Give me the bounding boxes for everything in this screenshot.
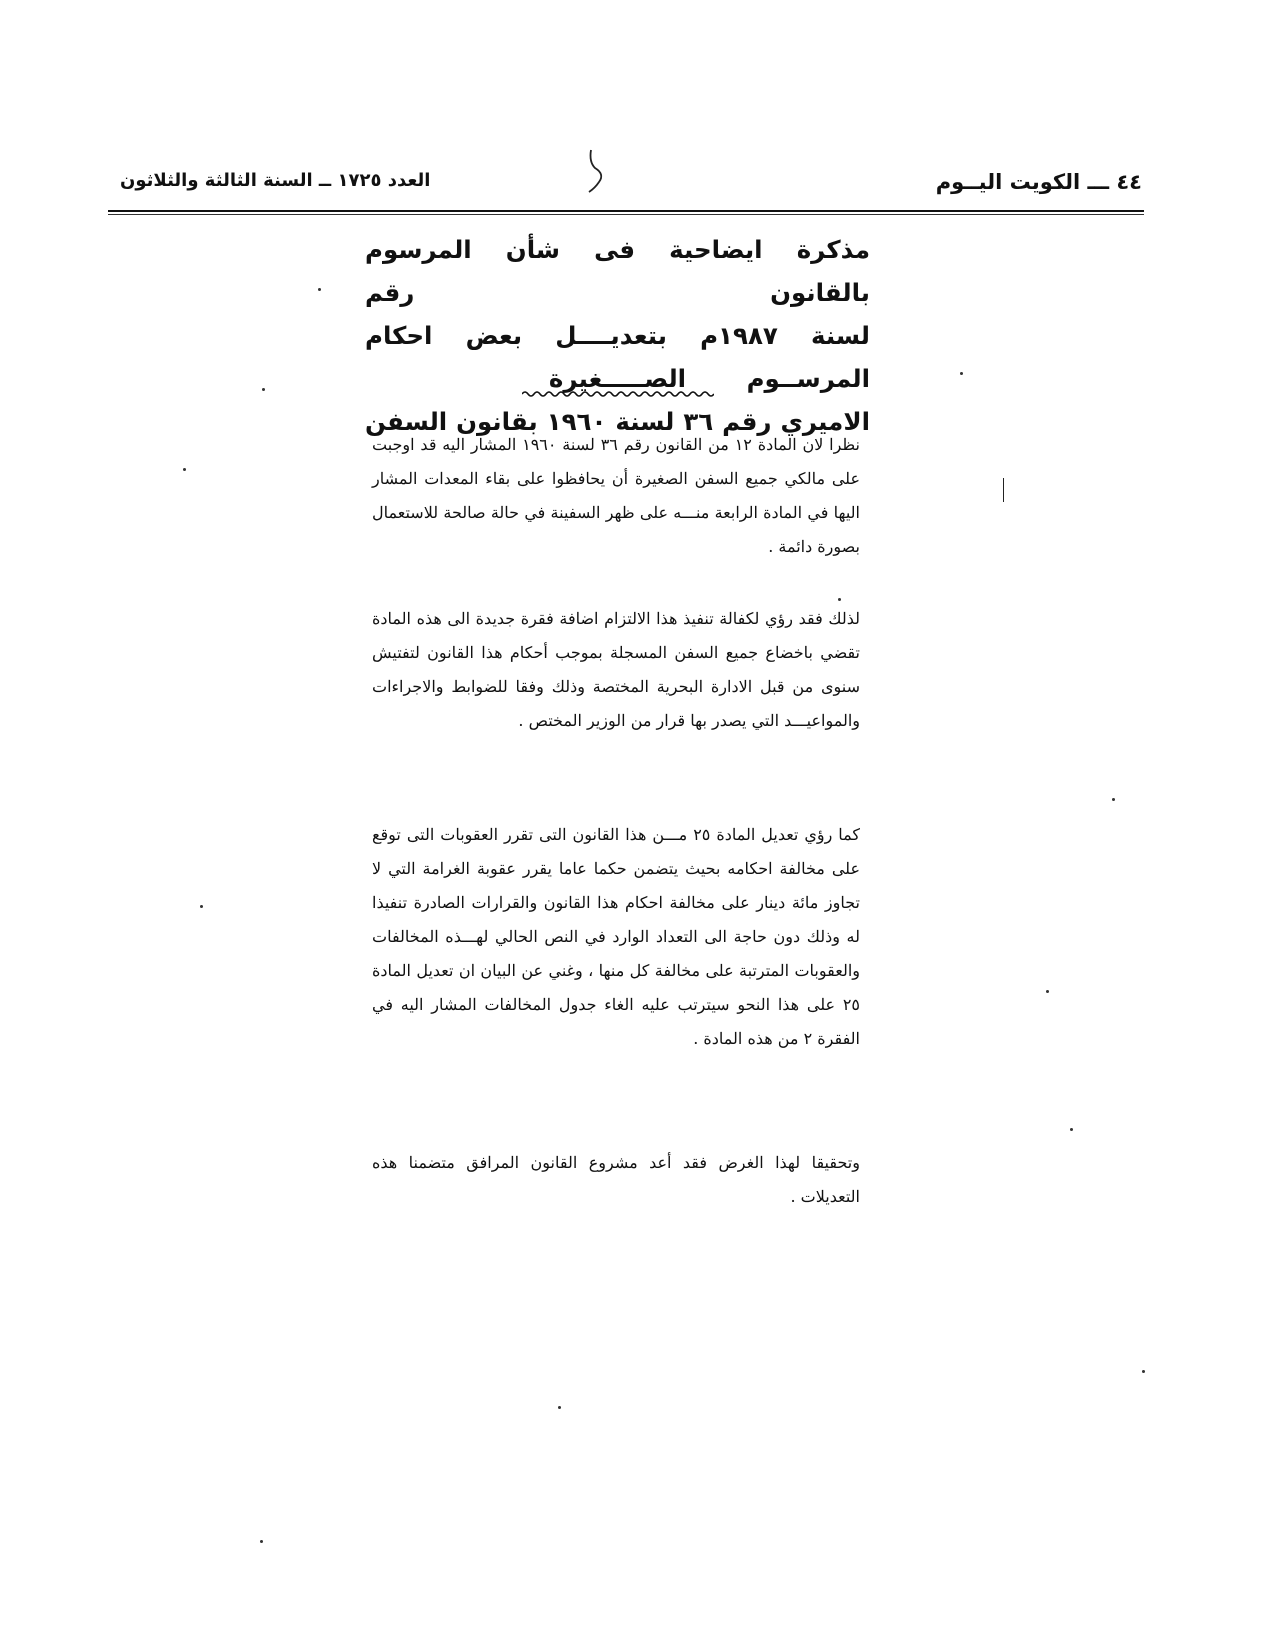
scan-speck xyxy=(318,288,321,291)
memo-paragraph: وتحقيقا لهذا الغرض فقد أعد مشروع القانون المرافق متضمنا هذه التعديلات . xyxy=(372,1153,860,1206)
scan-speck xyxy=(262,388,265,391)
scan-speck xyxy=(558,1406,561,1409)
memo-title xyxy=(365,228,870,443)
memo-title-line: الصـــــغيرة xyxy=(548,364,687,393)
scan-speck xyxy=(838,598,841,601)
scan-speck xyxy=(1070,1128,1073,1131)
memo-paragraph: كما رؤي تعديل المادة ٢٥ مـــن هذا القانون التى تقرر العقوبات التى توقع على مخالفة احكامه بحيث يتضمن حكما عاما يقرر عقوبة الغرامة التي لا تجاوز مائة دينار على مخالفة احكام هذا القانون والقرارات الصادرة تنفيذا له وذلك دون حاجة الى التعداد الوارد في النص الحالي لهـــذه المخالفات والعقوبات المترتبة على مخالفة كل منها ، وغني عن البيان ان تعديل المادة ٢٥ على هذا النحو سيترتب عليه الغاء جدول المخالفات المشار اليه في الفقرة ٢ من هذه المادة . xyxy=(372,825,861,1048)
issue-info: العدد ١٧٢٥ ــ السنة الثالثة والثلاثون xyxy=(120,170,431,191)
scan-speck xyxy=(200,905,203,908)
header-divider-thin xyxy=(108,214,1144,215)
handwritten-mark xyxy=(585,148,611,200)
memo-title-line: الاميري رقم ٣٦ لسنة ١٩٦٠ بقانون السفن xyxy=(365,407,870,436)
scan-speck xyxy=(1112,798,1115,801)
memo-paragraph: لذلك فقد رؤي لكفالة تنفيذ هذا الالتزام اضافة فقرة جديدة الى هذه المادة تقضي باخضاع جميع السفن المسجلة بموجب أحكام هذا القانون لتفتيش سنوى من قبل الادارة البحرية المختصة وذلك وفقا للضوابط والاجراءات والمواعيـــد التي يصدر بها قرار من الوزير المختص . xyxy=(372,609,861,730)
memo-paragraph: نظرا لان المادة ١٢ من القانون رقم ٣٦ لسنة ١٩٦٠ المشار اليه قد اوجبت على مالكي جميع السفن الصغيرة أن يحافظوا على بقاء المعدات المشار اليها في المادة الرابعة منـــه على ظهر السفينة في حالة صالحة للاستعمال بصورة دائمة . xyxy=(372,435,861,556)
scan-speck xyxy=(260,1540,263,1543)
scan-speck xyxy=(960,372,963,375)
memo-title-line: لسنة ١٩٨٧م بتعديــــل بعض احكام المرســوم xyxy=(365,321,870,393)
scan-speck xyxy=(1046,990,1049,993)
memo-title-line: مذكرة ايضاحية فى شأن المرسوم بالقانون رقم xyxy=(365,235,870,307)
title-underline-ornament xyxy=(522,388,714,400)
page-header xyxy=(108,170,1142,204)
header-divider xyxy=(108,210,1144,212)
scan-speck xyxy=(183,468,186,471)
scan-speck xyxy=(1142,1370,1145,1373)
newspaper-title: ٤٤ ـــ الكويت اليــوم xyxy=(935,170,1142,194)
scan-artifact xyxy=(1003,478,1004,502)
